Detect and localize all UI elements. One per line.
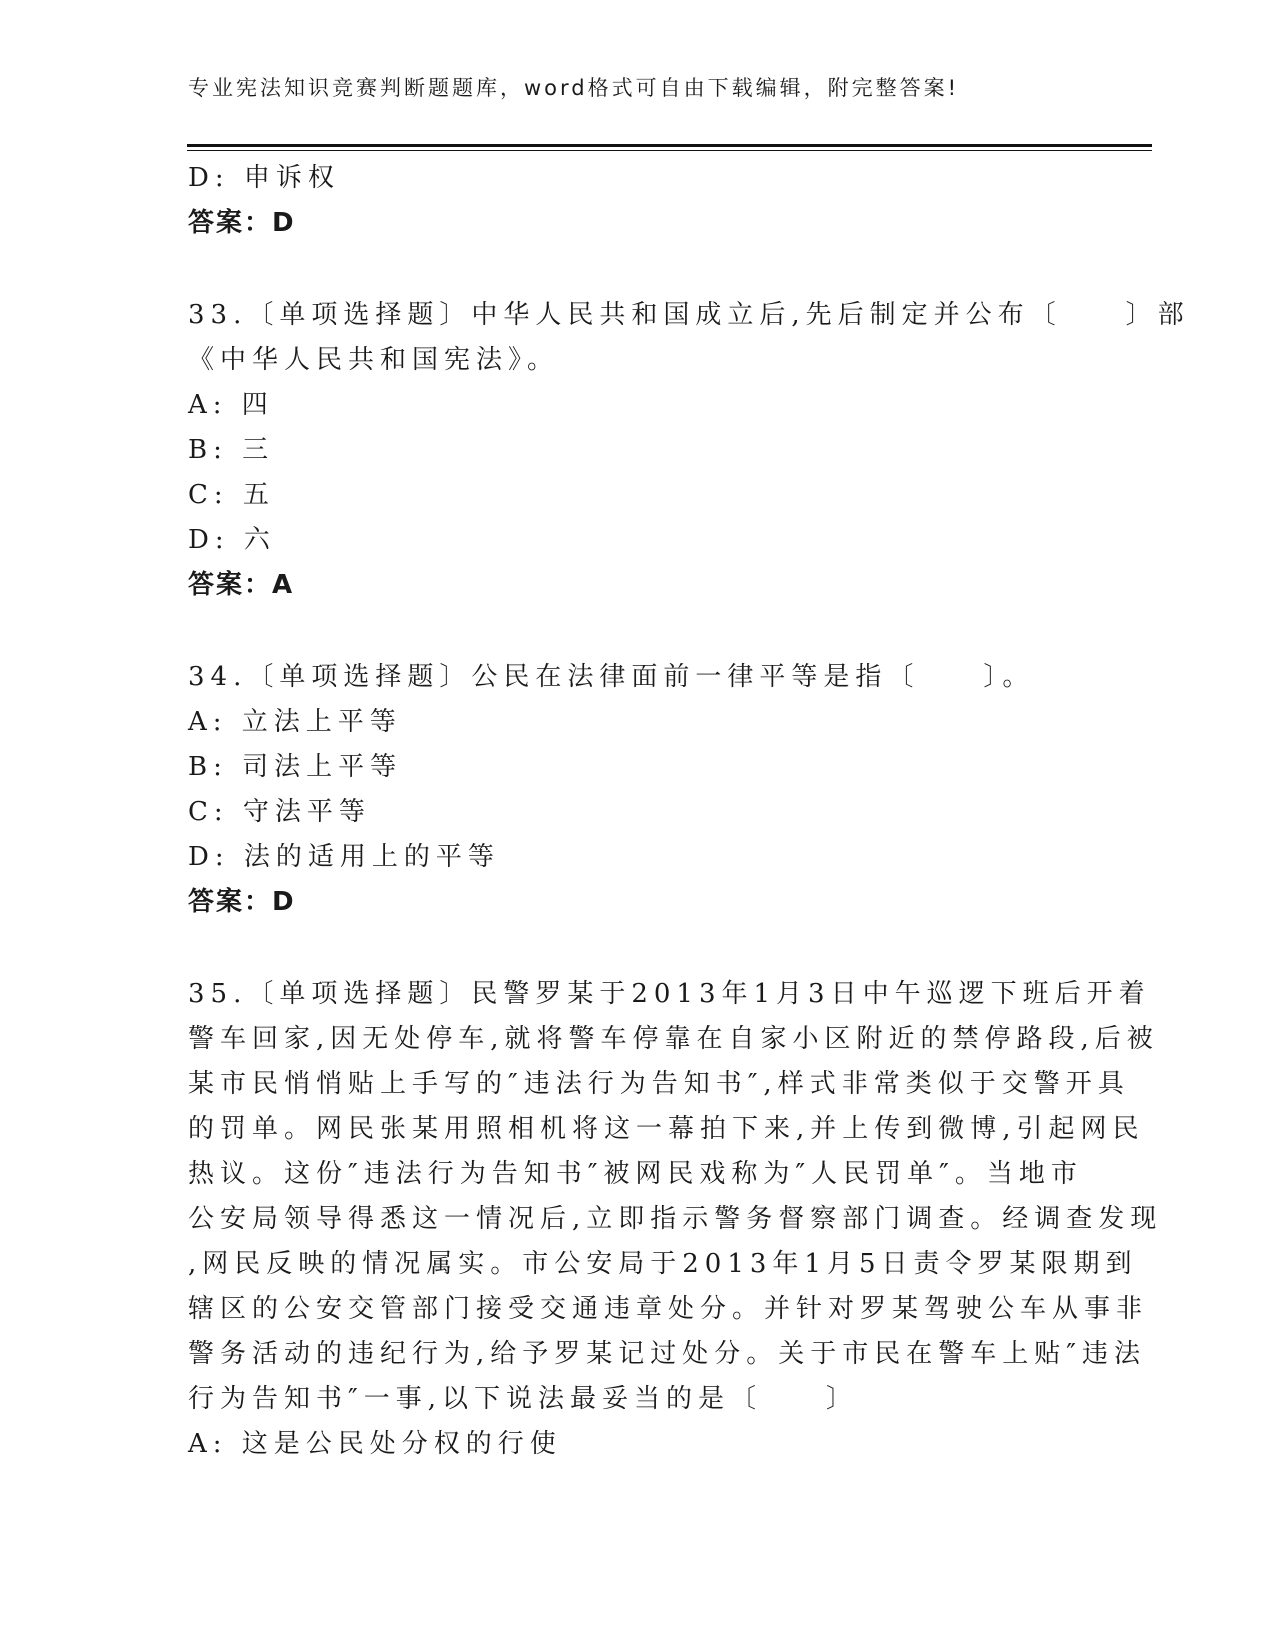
question-block xyxy=(188,655,1088,925)
option-line: B: 司法上平等 xyxy=(188,752,403,782)
question-stem: 警车回家,因无处停车,就将警车停靠在自家小区附近的禁停路段,后被 xyxy=(188,1024,1159,1054)
answer-line: 答案：D xyxy=(188,887,296,917)
answer-line: 答案：D xyxy=(188,208,296,238)
question-stem: 热议。这份″违法行为告知书″被网民戏称为″人民罚单″。当地市 xyxy=(188,1159,1083,1189)
question-stem: 辖区的公安交管部门接受交通违章处分。并针对罗某驾驶公车从事非 xyxy=(188,1294,1149,1324)
question-stem: 33.〔单项选择题〕中华人民共和国成立后,先后制定并公布〔 〕部 xyxy=(188,300,1190,330)
question-stem: ,网民反映的情况属实。市公安局于2013年1月5日责令罗某限期到 xyxy=(188,1249,1138,1279)
question-block xyxy=(188,972,1163,1467)
question-stem: 行为告知书″一事,以下说法最妥当的是〔 〕 xyxy=(188,1384,858,1414)
header-rule-thick xyxy=(187,144,1152,147)
option-line: D: 六 xyxy=(188,525,276,555)
question-block xyxy=(188,293,1190,608)
question-stem: 《中华人民共和国宪法》。 xyxy=(188,345,560,375)
header-rule-thin xyxy=(187,150,1152,151)
option-line: B: 三 xyxy=(188,435,275,465)
question-stem: 公安局领导得悉这一情况后,立即指示警务督察部门调查。经调查发现 xyxy=(188,1204,1163,1234)
answer-line: 答案：A xyxy=(188,570,295,600)
option-line: C: 五 xyxy=(188,480,275,510)
option-line: D: 申诉权 xyxy=(188,163,340,193)
question-stem: 35.〔单项选择题〕民警罗某于2013年1月3日中午巡逻下班后开着 xyxy=(188,979,1151,1009)
option-line: D: 法的适用上的平等 xyxy=(188,842,500,872)
question-stem: 警务活动的违纪行为,给予罗某记过处分。关于市民在警车上贴″违法 xyxy=(188,1339,1146,1369)
option-line: A: 这是公民处分权的行使 xyxy=(188,1429,562,1459)
document-body xyxy=(188,156,1190,1467)
option-line: A: 四 xyxy=(188,390,274,420)
page-header: 专业宪法知识竞赛判断题题库，word格式可自由下载编辑，附完整答案! xyxy=(188,76,960,100)
option-line: C: 守法平等 xyxy=(188,797,371,827)
question-stem: 的罚单。网民张某用照相机将这一幕拍下来,并上传到微博,引起网民 xyxy=(188,1114,1145,1144)
option-line: A: 立法上平等 xyxy=(188,707,402,737)
question-stem: 34.〔单项选择题〕公民在法律面前一律平等是指〔 〕。 xyxy=(188,662,1035,692)
question-stem: 某市民悄悄贴上手写的″违法行为告知书″,样式非常类似于交警开具 xyxy=(188,1069,1130,1099)
